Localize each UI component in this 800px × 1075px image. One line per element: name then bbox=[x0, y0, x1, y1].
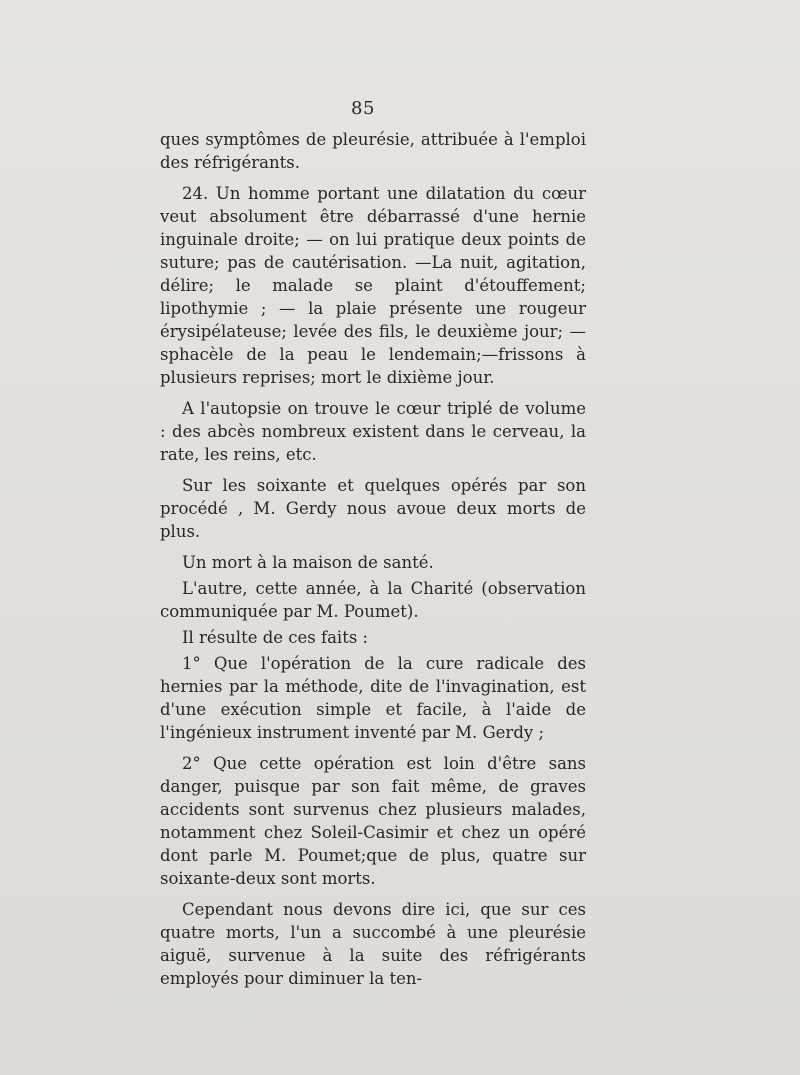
paragraph: 1° Que l'opération de la cure radicale des hernies par la méthode, dite de l'invagination, est d'une exécution simple et facile, à l'aide de l'ingénieux instrument inventé par M. Gerdy ; bbox=[160, 654, 586, 742]
paragraph: ques symptômes de pleurésie, attribuée à l'emploi des réfrigérants. bbox=[160, 130, 586, 172]
paragraph: A l'autopsie on trouve le cœur triplé de volume : des abcès nombreux existent dans le cerveau, la rate, les reins, etc. bbox=[160, 399, 586, 464]
paragraph: 24. Un homme portant une dilatation du cœur veut absolument être débarrassé d'une hernie inguinale droite; — on lui pratique deux points de suture; pas de cautérisation. —La nuit, agitation, délire; le malade se plaint d'étouffement; lipothymie ; — la plaie présente une rougeur érysipélateuse; levée des fils, le deuxième jour; — sphacèle de la peau le lendemain;—frissons à plusieurs reprises; mort le dixième jour. bbox=[160, 184, 586, 387]
page-text bbox=[160, 128, 586, 998]
page-number: 85 bbox=[351, 98, 375, 119]
paragraph: Un mort à la maison de santé. bbox=[182, 553, 434, 572]
paragraph: Il résulte de ces faits : bbox=[182, 628, 369, 647]
paragraph: Sur les soixante et quelques opérés par son procédé , M. Gerdy nous avoue deux morts de plus. bbox=[160, 476, 586, 541]
paragraph: 2° Que cette opération est loin d'être sans danger, puisque par son fait même, de graves accidents sont survenus chez plusieurs malades, notamment chez Soleil-Casimir et chez un opéré dont parle M. Poumet;que de plus, quatre sur soixante-deux sont morts. bbox=[160, 754, 586, 888]
paragraph: L'autre, cette année, à la Charité (observation communiquée par M. Poumet). bbox=[160, 579, 586, 621]
paragraph: Cependant nous devons dire ici, que sur ces quatre morts, l'un a succombé à une pleurésie aiguë, survenue à la suite des réfrigérants employés pour diminuer la ten- bbox=[160, 900, 586, 988]
